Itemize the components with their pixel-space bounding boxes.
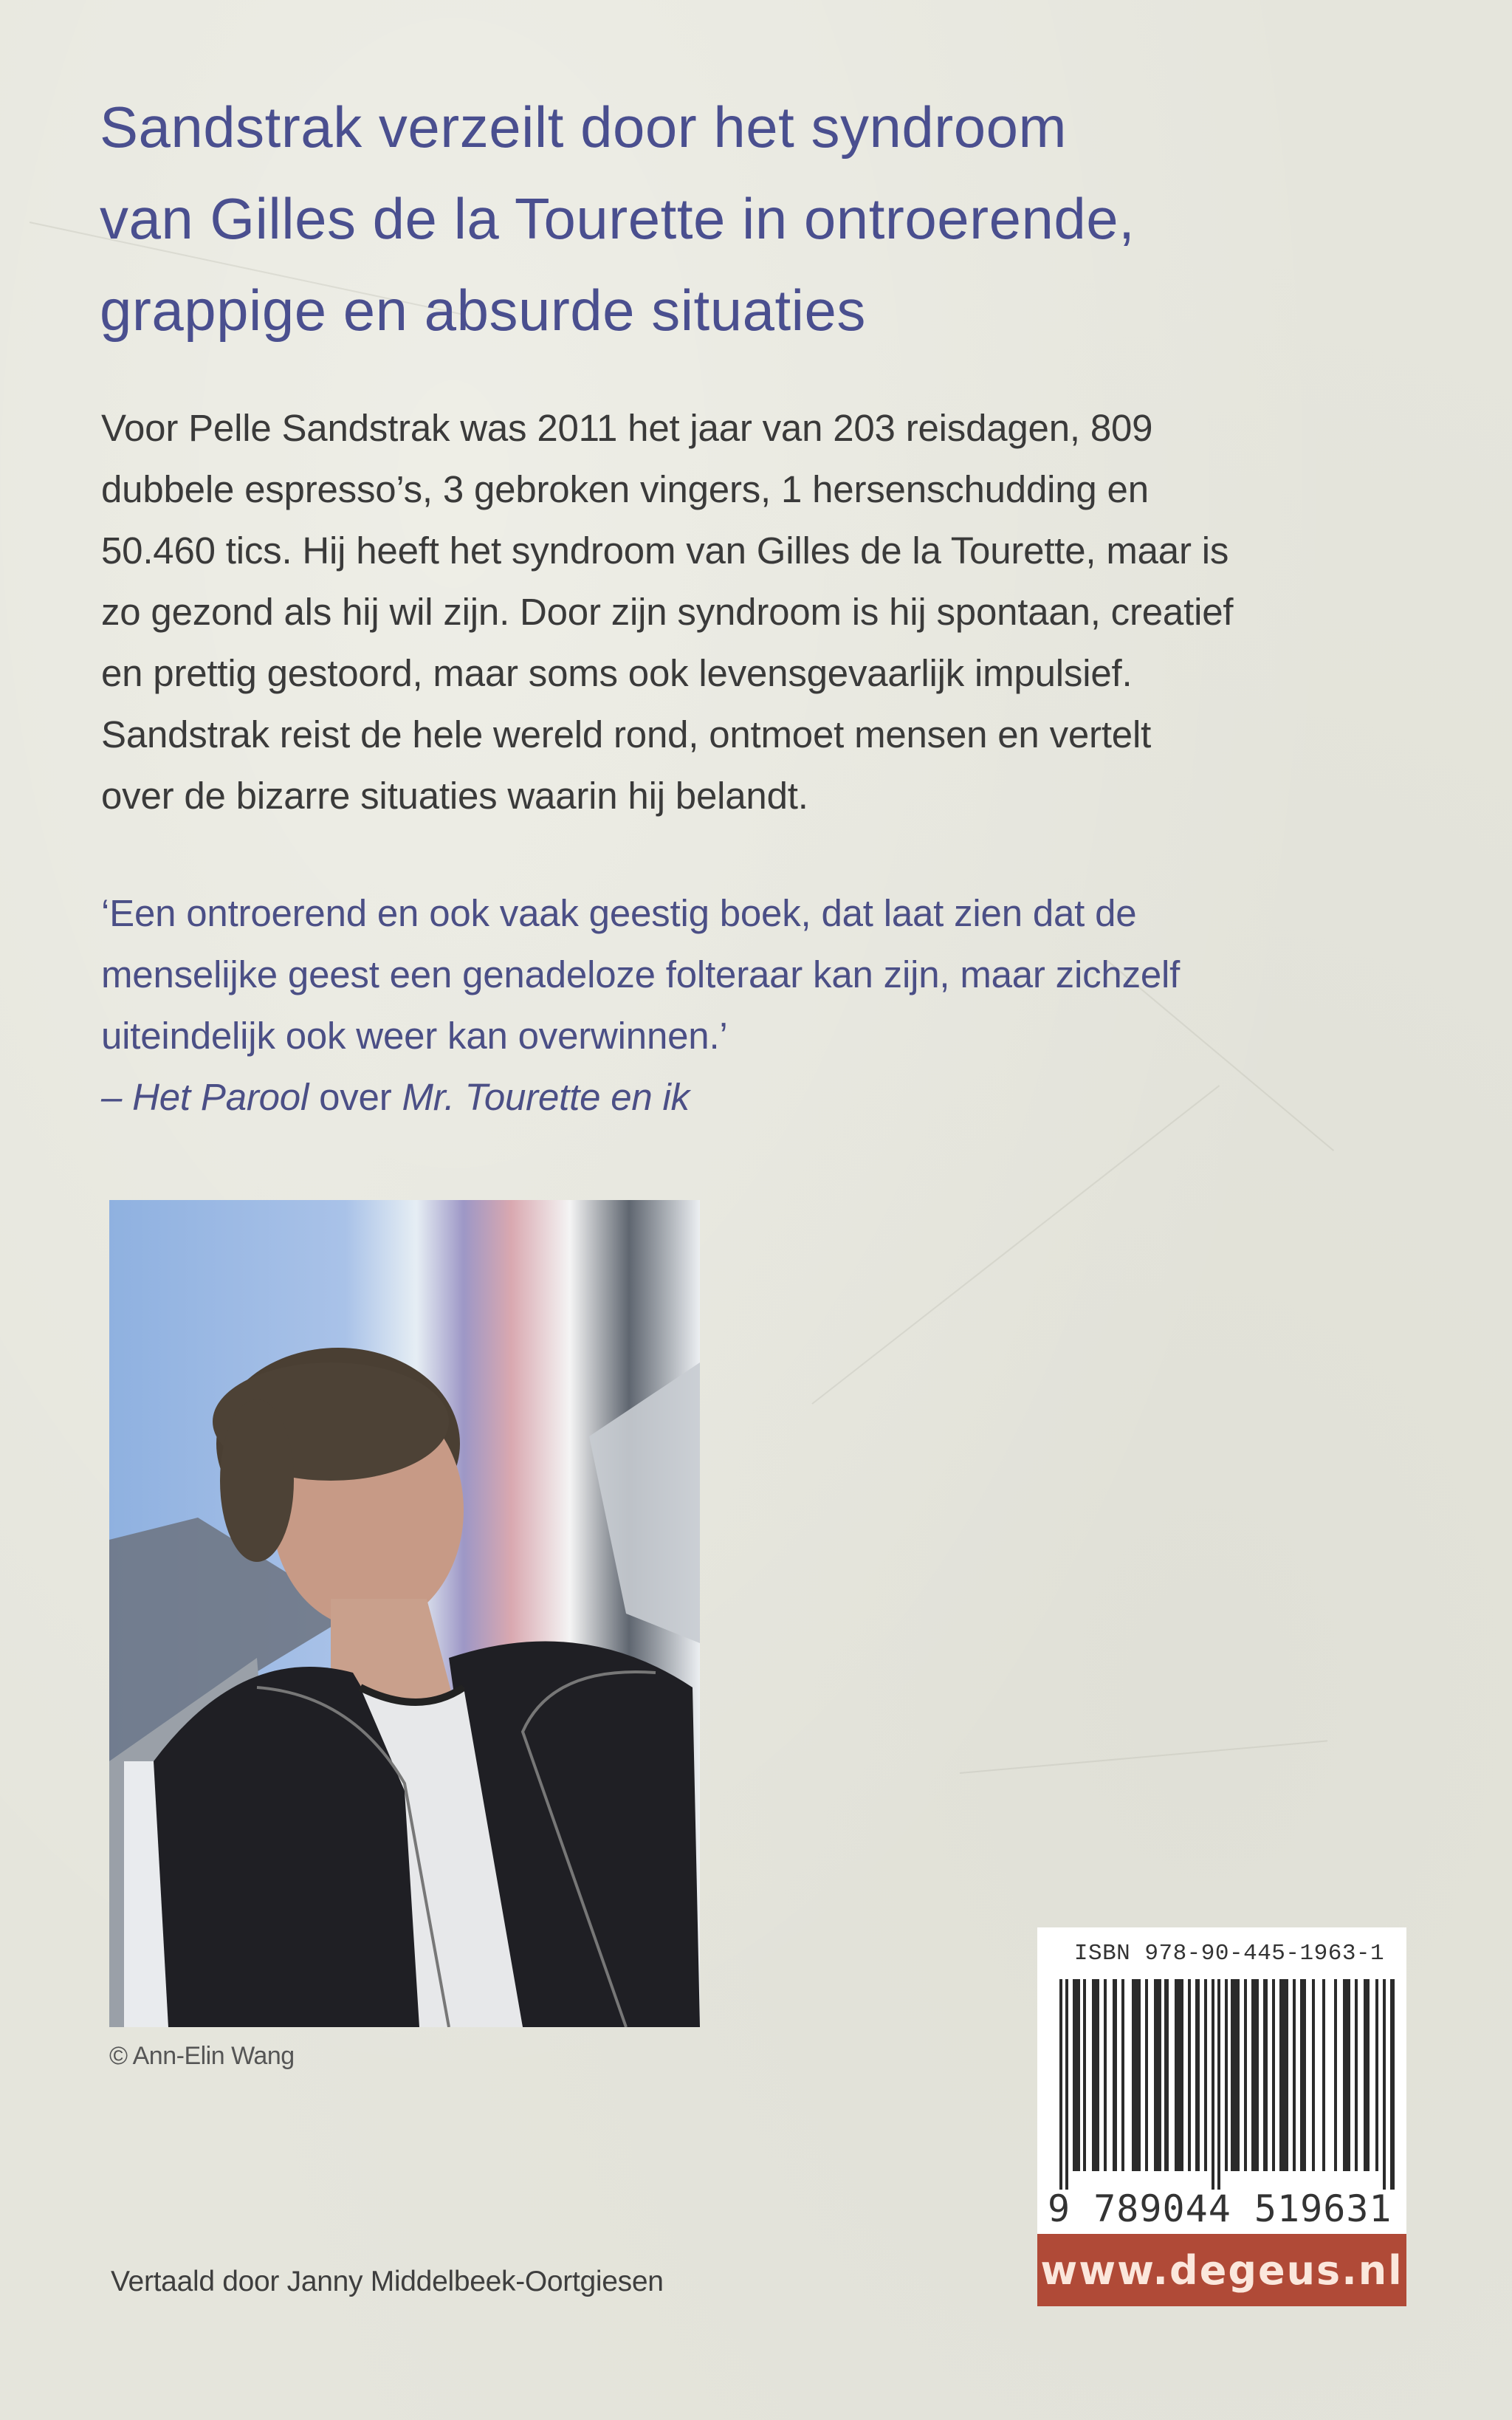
blurb-line: Voor Pelle Sandstrak was 2011 het jaar van 203 reisdagen, 809: [101, 407, 1153, 449]
headline-line: Sandstrak verzeilt door het syndroom: [100, 95, 1067, 160]
review-quote: [101, 882, 1415, 1128]
paper-scratch: [811, 1085, 1220, 1405]
quote-line: menselijke geest een genadeloze folteraar kan zijn, maar zichzelf: [101, 953, 1181, 995]
ean-digits: 9 789044 519631: [1048, 2187, 1392, 2230]
blurb-line: zo gezond als hij wil zijn. Door zijn syndroom is hij spontaan, creatief: [101, 591, 1234, 633]
blurb-line: en prettig gestoord, maar soms ook levensgevaarlijk impulsief.: [101, 652, 1133, 694]
quote-line: uiteindelijk ook weer kan overwinnen.’: [101, 1015, 728, 1057]
headline-line: van Gilles de la Tourette in ontroerende,: [100, 186, 1135, 251]
quote-attribution: [101, 1066, 1415, 1128]
quote-line: ‘Een ontroerend en ook vaak geestig boek, dat laat zien dat de: [101, 892, 1137, 934]
blurb-line: dubbele espresso’s, 3 gebroken vingers, 1 hersenschudding en: [101, 468, 1149, 510]
headline: [100, 81, 1414, 356]
publisher-website-link[interactable]: www.degeus.nl: [1037, 2234, 1406, 2306]
author-photo: [109, 1200, 700, 2027]
isbn-label: ISBN 978-90-445-1963-1: [1073, 1941, 1385, 1967]
blurb-line: 50.460 tics. Hij heeft het syndroom van Gilles de la Tourette, maar is: [101, 529, 1229, 572]
blurb-line: over de bizarre situaties waarin hij belandt.: [101, 775, 808, 817]
blurb-paragraph: [101, 397, 1415, 826]
translator-credit: Vertaald door Janny Middelbeek-Oortgiesen: [111, 2266, 664, 2297]
attribution-source: Het Parool: [132, 1076, 309, 1118]
isbn-barcode: [1037, 1927, 1406, 2234]
attribution-dash: –: [101, 1076, 133, 1118]
barcode-bars: [1059, 1979, 1406, 2190]
headline-line: grappige en absurde situaties: [100, 278, 866, 343]
author-portrait-illustration: [109, 1200, 700, 2027]
blurb-line: Sandstrak reist de hele wereld rond, ontmoet mensen en vertelt: [101, 713, 1152, 755]
attribution-title: Mr. Tourette en ik: [402, 1076, 690, 1118]
photo-credit: © Ann-Elin Wang: [109, 2042, 295, 2070]
attribution-over: over: [309, 1076, 402, 1118]
paper-scratch: [960, 1740, 1327, 1774]
